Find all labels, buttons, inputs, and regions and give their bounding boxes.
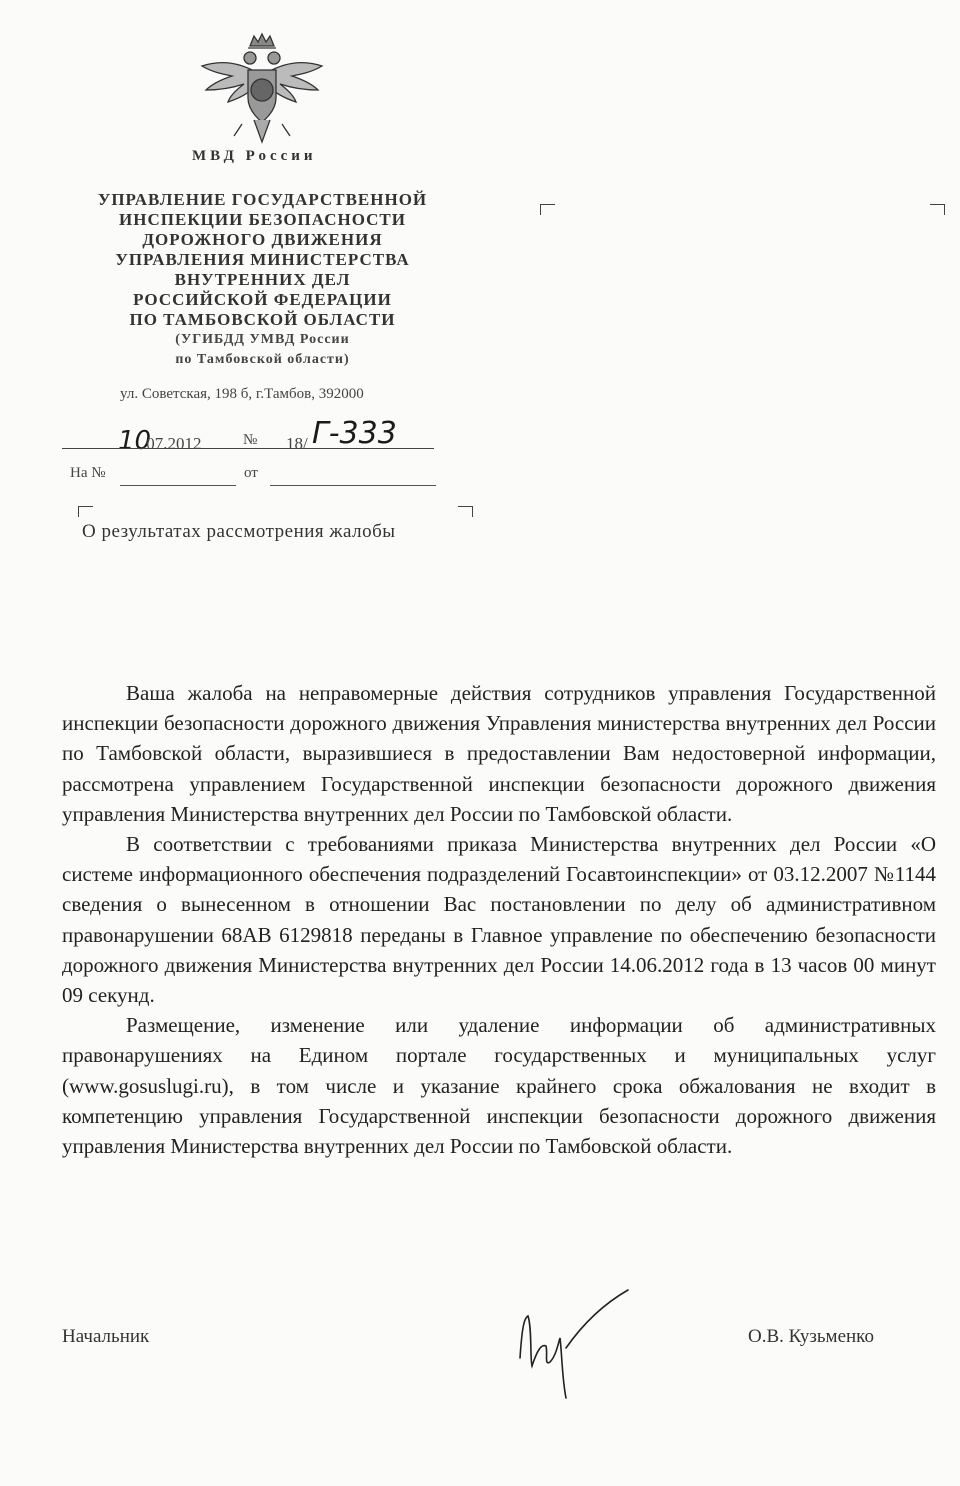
double-headed-eagle-emblem (198, 32, 326, 150)
letter-body (62, 678, 936, 1161)
body-paragraph: Ваша жалоба на неправомерные действия сотрудников управления Государственной инспекции безопасности дорожного движения Управления министерства внутренних дел России по Тамбовской области, выразившиеся в предоставлении Вам недостоверной информации, рассмотрена управлением Государственной инспекции безопасности дорожного движения управления Министерства внутренних дел России по Тамбовской области. (62, 681, 936, 826)
handwritten-signature (510, 1288, 640, 1408)
handwritten-number: Г-333 (312, 416, 397, 451)
letter-subject: О результатах рассмотрения жалобы (82, 521, 396, 542)
reference-from-label: от (244, 465, 258, 481)
abbreviation-line: (УГИБДД УМВД России (175, 332, 350, 347)
signatory-title: Начальник (62, 1326, 150, 1347)
address-corner-mark (930, 204, 945, 215)
body-paragraph: Размещение, изменение или удаление информации об административных правонарушениях на Едином портале государственных и муниципальных услуг (www.gosuslugi.ru), в том числе и указание крайнего срока обжалования не входит в компетенцию управления Государственной инспекции безопасности дорожного движения управления Министерства внутренних дел России по Тамбовской области. (62, 1013, 936, 1159)
department-line: ПО ТАМБОВСКОЙ ОБЛАСТИ (129, 310, 396, 329)
number-label: № (243, 432, 258, 448)
department-line: ДОРОЖНОГО ДВИЖЕНИЯ (142, 230, 383, 249)
address-corner-mark (540, 204, 555, 215)
registration-underline (62, 448, 434, 449)
department-address: ул. Советская, 198 б, г.Тамбов, 392000 (120, 386, 364, 402)
department-line: ИНСПЕКЦИИ БЕЗОПАСНОСТИ (119, 210, 406, 229)
department-line: РОССИЙСКОЙ ФЕДЕРАЦИИ (133, 290, 392, 309)
agency-name: МВД России (192, 148, 317, 164)
handwritten-day: 10 (118, 426, 152, 456)
number-prefix: 18/ (286, 434, 308, 453)
reference-label: На № (70, 465, 106, 481)
printed-date: .07.2012 (142, 434, 202, 453)
department-line: УПРАВЛЕНИЕ ГОСУДАРСТВЕННОЙ (97, 190, 428, 209)
body-paragraph: В соответствии с требованиями приказа Министерства внутренних дел России «О системе информационного обеспечения подразделений Госавтоинспекции» от 03.12.2007 №1144 сведения о вынесенном в отношении Вас постановлении по делу об административном правонарушении 68АВ 6129818 переданы в Главное управление по обеспечению безопасности дорожного движения Министерства внутренних дел России 14.06.2012 года в 13 часов 00 минут 09 секунд. (62, 832, 936, 1008)
reference-date-blank (270, 485, 436, 486)
department-header (70, 190, 455, 370)
abbreviation-line: по Тамбовской области) (175, 352, 350, 367)
department-line: ВНУТРЕННИХ ДЕЛ (174, 270, 351, 289)
signatory-name: О.В. Кузьменко (748, 1326, 874, 1347)
department-line: УПРАВЛЕНИЯ МИНИСТЕРСТВА (115, 250, 410, 269)
reference-number-blank (120, 485, 236, 486)
subject-corner-mark (78, 506, 93, 517)
subject-corner-mark (458, 506, 473, 517)
